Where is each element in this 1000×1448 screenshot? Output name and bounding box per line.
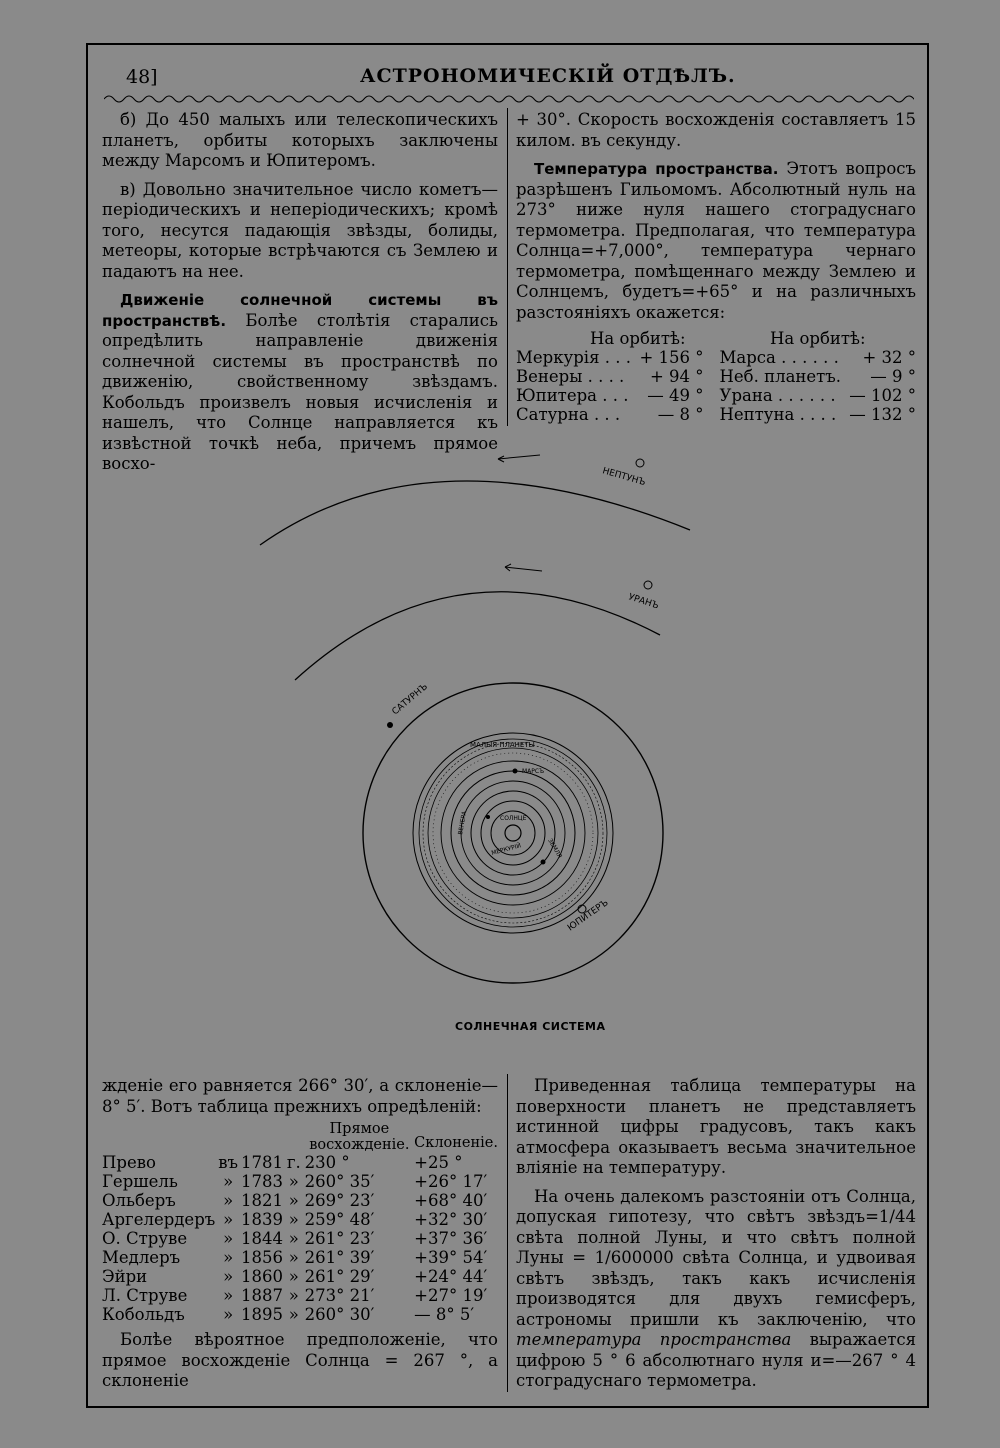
uranus-label: УРАНЪ [627, 592, 660, 612]
planet-name: Юпитера . . . [516, 386, 629, 405]
motion-heading: Движеніе солнечной системы въ пространствѣ. [102, 291, 498, 330]
solar-system-diagram [230, 435, 790, 1025]
planet-name: Урана . . . . . . [719, 386, 836, 405]
right-ascension: 261° 29′ [304, 1267, 375, 1286]
space-temp-text-c: выражается цифрою 5 ° 6 абсолютнаго нуля и=—267 ° 4 стоградуснаго термометра. [516, 1330, 916, 1390]
mars-label: МАРСЪ [522, 768, 545, 775]
neptune-label: НЕПТУНЪ [601, 466, 647, 489]
planet-temp: + 94 ° [649, 367, 704, 386]
observer-name: Аргелердеръ [102, 1210, 216, 1229]
right-ascension: 261° 23′ [304, 1229, 375, 1248]
orbit-header-right: На орбитѣ: [769, 329, 866, 348]
right-ascension: 269° 23′ [304, 1191, 375, 1210]
page-number: 48] [126, 66, 158, 88]
mars-marker [513, 769, 518, 774]
prefix: » [223, 1229, 234, 1248]
right-ascension: 230 ° [304, 1153, 350, 1172]
year: 1839 [240, 1210, 283, 1229]
planet-name: Венеры . . . . [516, 367, 625, 386]
g-marker: » [288, 1172, 299, 1191]
declination: +27° 19′ [414, 1286, 488, 1305]
planet-temp: — 49 ° [647, 386, 704, 405]
declination: +68° 40′ [414, 1191, 488, 1210]
planet-name: Меркурія . . . [516, 348, 631, 367]
prefix: » [223, 1305, 234, 1324]
g-marker: » [288, 1229, 299, 1248]
right-ascension: 260° 35′ [304, 1172, 375, 1191]
determinations-table [102, 1121, 498, 1324]
earth-label: ЗЕМЛЯ [546, 837, 564, 860]
right-top-column [516, 110, 916, 424]
table-row [516, 386, 916, 405]
prefix: » [223, 1286, 234, 1305]
declination: +32° 30′ [414, 1210, 488, 1229]
right-ascension: 259° 48′ [304, 1210, 375, 1229]
prefix: » [223, 1267, 234, 1286]
declination: +37° 36′ [414, 1229, 488, 1248]
planet-name: Неб. планетъ. [719, 367, 842, 386]
header-wavy-rule [104, 93, 914, 105]
year: 1844 [240, 1229, 283, 1248]
planet-temp: — 132 ° [849, 405, 916, 424]
declination: +25 ° [414, 1153, 463, 1172]
table-row [102, 1172, 498, 1191]
right-bottom-column [516, 1076, 916, 1400]
saturn-marker [387, 722, 393, 728]
paragraph-probable: Болѣе вѣроятное предположеніе, что прямое восхожденіе Солнца = 267 °, а склоненіе [102, 1330, 498, 1390]
planet-name: Нептуна . . . . [719, 405, 837, 424]
g-marker: » [288, 1191, 299, 1210]
year: 1860 [240, 1267, 283, 1286]
prefix: » [223, 1191, 234, 1210]
orbit-header-left: На орбитѣ: [589, 329, 686, 348]
declination: +26° 17′ [414, 1172, 488, 1191]
column-divider-top [507, 108, 508, 426]
sun-label: СОЛНЦЕ [500, 815, 527, 822]
venus-label: ВЕНЕРА [457, 810, 469, 836]
paragraph-temperature [516, 159, 916, 323]
g-marker: » [288, 1286, 299, 1305]
g-marker: » [288, 1267, 299, 1286]
table-row [102, 1191, 498, 1210]
year: 1887 [240, 1286, 283, 1305]
year: 1781 [240, 1153, 283, 1172]
prefix: » [223, 1210, 234, 1229]
table-row [102, 1229, 498, 1248]
space-temp-text-a: На очень далекомъ разстояніи отъ Солнца, допуская гипотезу, что свѣтъ звѣздъ=1/44 свѣта полной Луны, и что свѣтъ полной Луны = 1/600000 свѣта Солнца, и удвоивая свѣтъ звѣздъ, такъ какъ исчисленія производятся для двухъ гемисферъ, астрономы пришли къ заключенію, что [516, 1186, 916, 1329]
planet-temp: + 32 ° [862, 348, 916, 367]
mars-orbit [451, 771, 575, 895]
table-row [516, 405, 916, 424]
neptune-marker [636, 459, 644, 467]
uranus-marker [644, 581, 652, 589]
planet-name: Марса . . . . . . [719, 348, 839, 367]
paragraph-table-note: Приведенная таблица температуры на поверхности планетъ не представляетъ истинной цифры градусовъ, такъ какъ атмосфера оказываетъ весьма значительное вліяніе на температуру. [516, 1076, 916, 1177]
planet-temp: — 8 ° [657, 405, 704, 424]
table-row [516, 367, 916, 386]
col-header-dec: Склоненіе. [414, 1135, 498, 1151]
year: 1895 [240, 1305, 283, 1324]
uranus-arrow [505, 567, 542, 571]
col-header-ra: Прямое восхожденіе. [309, 1121, 410, 1153]
temperature-heading: Температура пространства. [534, 160, 779, 178]
earth-marker [541, 860, 546, 865]
declination: +24° 44′ [414, 1267, 488, 1286]
paragraph-space-temp [516, 1187, 916, 1392]
paragraph-ra: жденіе его равняется 266° 30′, а склоненіе— 8° 5′. Вотъ таблица прежнихъ опредѣленій: [102, 1076, 498, 1116]
right-ascension: 273° 21′ [304, 1286, 375, 1305]
observer-name: Эйри [102, 1267, 148, 1286]
paragraph-comets: в) Довольно значительное число кометъ— періодическихъ и непеpiодическихъ; кромѣ того, несутся падающія звѣзды, болиды, метеоры, которые встрѣчаются съ Землею и падаютъ на нее. [102, 179, 498, 281]
g-marker: » [288, 1305, 299, 1324]
g-marker: » [288, 1248, 299, 1267]
planet-temp: + 156 ° [639, 348, 704, 367]
planet-temp: — 9 ° [870, 367, 916, 386]
uranus-orbit [295, 592, 660, 680]
table-row [102, 1210, 498, 1229]
planet-name: Сатурна . . . [516, 405, 621, 424]
table-row [102, 1153, 498, 1172]
neptune-arrow [498, 455, 540, 459]
orbit-temperature-table [516, 329, 916, 424]
column-divider-bottom [507, 1074, 508, 1392]
section-title: АСТРОНОМИЧЕСКІЙ ОТДѢЛЪ. [360, 65, 736, 87]
temperature-body: Этотъ вопросъ разрѣшенъ Гильомомъ. Абсолютный нуль на 273° ниже нуля нашего стоградуснаго термометра. Предполагая, что температура Солнца=+7,000°, температура чернаго термометра, помѣщеннаго между Землею и Солнцемъ, будетъ=+65° и на различныхъ разстояніяхъ окажется: [516, 159, 916, 322]
prefix: въ [218, 1153, 239, 1172]
observer-name: Прево [102, 1153, 156, 1172]
sun [505, 825, 521, 841]
year: 1856 [240, 1248, 283, 1267]
motion-body: Болѣе столѣтія старались опредѣлить направленіе движенія солнечной системы въ пространствѣ по движенію, свойственному звѣздамъ. Кобольдъ произвелъ новыя исчисленія и нашелъ, что Солнце направляется къ извѣстной точкѣ неба, причемъ прямое восхо- [102, 310, 498, 473]
left-top-column [102, 110, 498, 483]
right-ascension: 261° 39′ [304, 1248, 375, 1267]
table-row [102, 1305, 498, 1324]
paragraph-small-planets: б) До 450 малыхъ или телескопическихъ планетъ, орбиты которыхъ заключены между Марсомъ и Юпитеромъ. [102, 110, 498, 170]
jupiter-label: ЮПИТЕРЪ [565, 898, 611, 934]
table-row [102, 1267, 498, 1286]
left-bottom-column [102, 1076, 498, 1400]
saturn-orbit [363, 683, 663, 983]
saturn-label: САТУРНЪ [390, 681, 430, 718]
diagram-caption: СОЛНЕЧНАЯ СИСТЕМА [455, 1020, 606, 1033]
planet-temp: — 102 ° [849, 386, 916, 405]
table-row [102, 1286, 498, 1305]
table-row [102, 1248, 498, 1267]
venus-marker [486, 815, 490, 819]
observer-name: Гершель [102, 1172, 178, 1191]
declination: — 8° 5′ [414, 1305, 475, 1324]
year: 1821 [240, 1191, 283, 1210]
space-temp-italic: температура пространства [516, 1330, 792, 1349]
g-marker: » [288, 1210, 299, 1229]
g-marker: г. [286, 1153, 301, 1172]
observer-name: О. Струве [102, 1229, 188, 1248]
declination: +39° 54′ [414, 1248, 488, 1267]
observer-name: Кобольдъ [102, 1305, 185, 1324]
observer-name: Л. Струве [102, 1286, 188, 1305]
prefix: » [223, 1172, 234, 1191]
paragraph-velocity: + 30°. Скорость восхожденія составляетъ 15 килом. въ секунду. [516, 110, 916, 150]
observer-name: Ольберъ [102, 1191, 176, 1210]
prefix: » [223, 1248, 234, 1267]
right-ascension: 260° 30′ [304, 1305, 375, 1324]
neptune-orbit [260, 481, 690, 545]
year: 1783 [240, 1172, 283, 1191]
table-row [516, 348, 916, 367]
mercury-label: МЕРКУРІЙ [490, 842, 522, 857]
asteroids-label: МАЛЫЯ ПЛАНЕТЫ [470, 741, 535, 749]
observer-name: Медлеръ [102, 1248, 181, 1267]
